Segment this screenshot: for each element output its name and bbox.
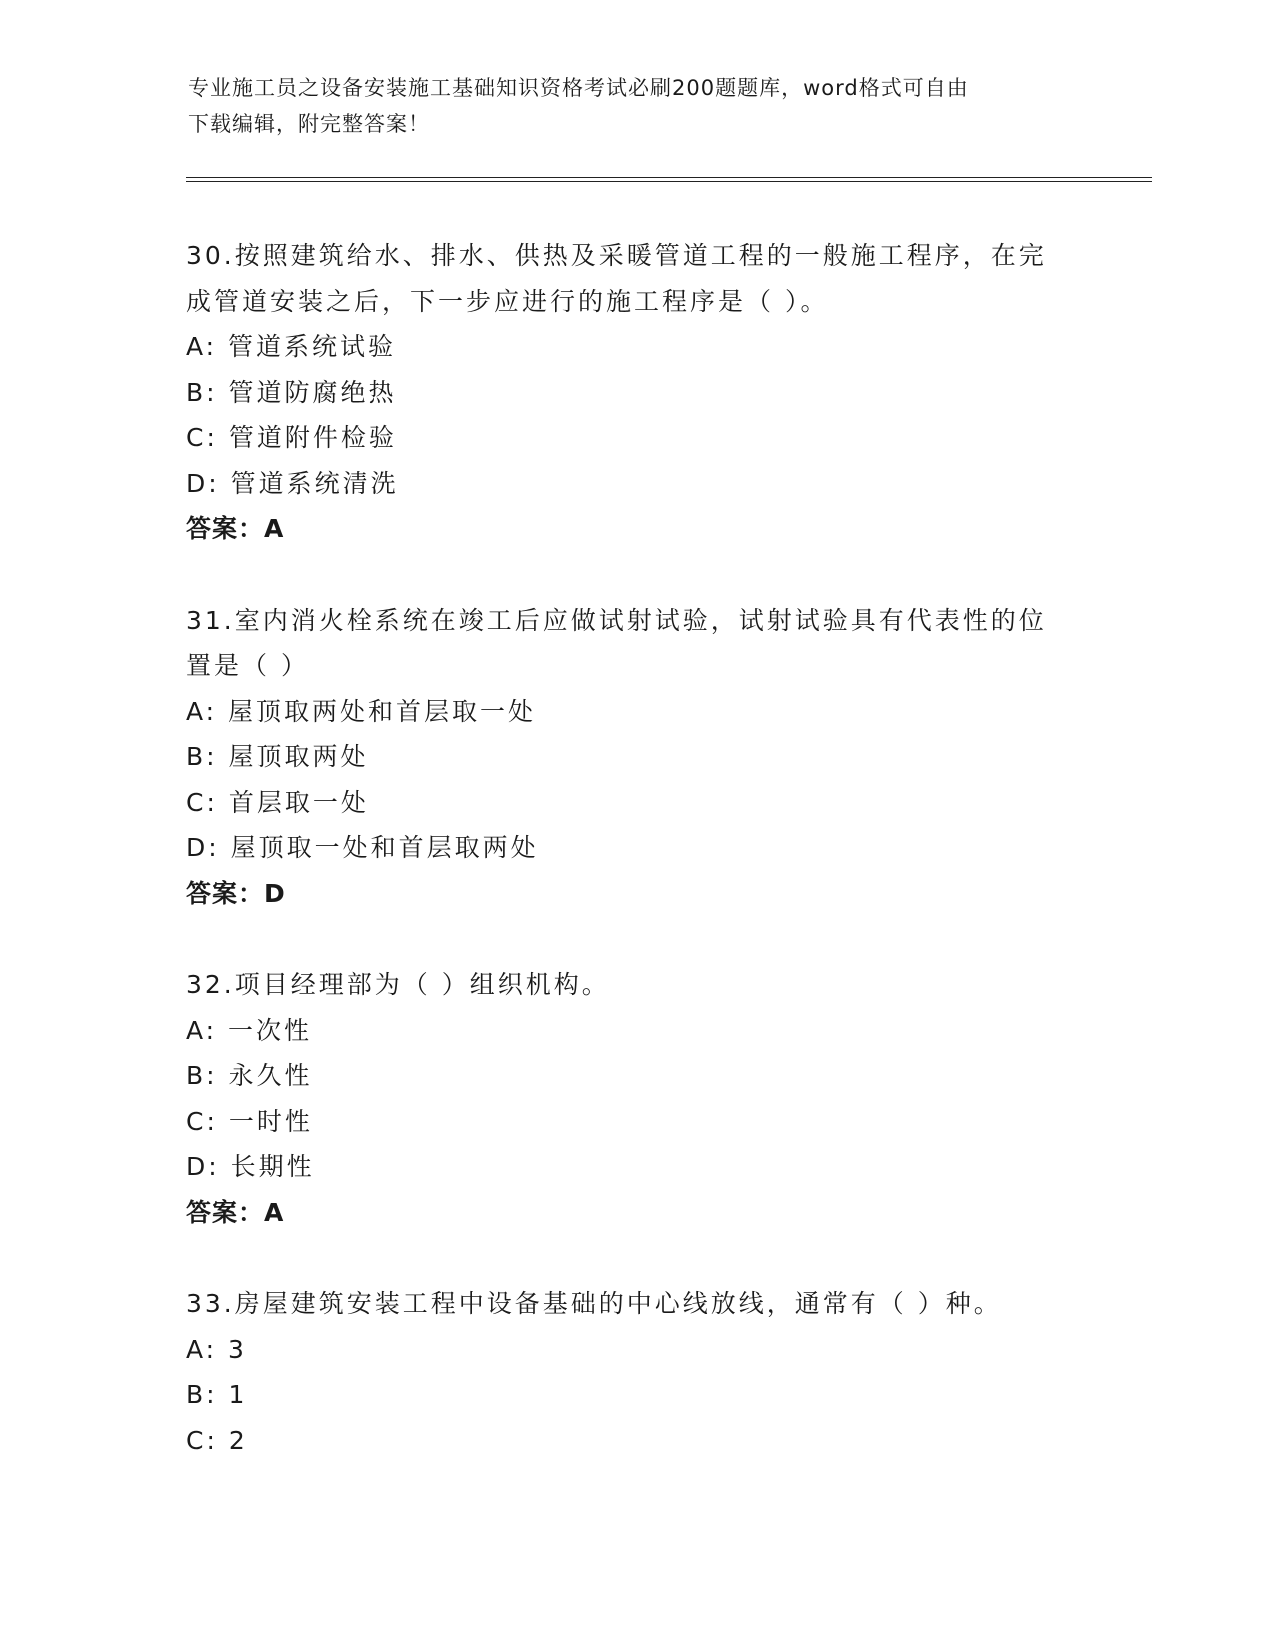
option-b: B: 1 <box>186 1380 248 1409</box>
header-line-2: 下载编辑，附完整答案！ <box>188 112 430 136</box>
question-30 <box>186 233 1086 552</box>
question-stem: 33.房屋建筑安装工程中设备基础的中心线放线，通常有（ ）种。 <box>186 1289 1002 1318</box>
question-31 <box>186 598 1086 917</box>
question-list <box>186 233 1086 1463</box>
header-divider <box>186 177 1152 182</box>
option-a: A: 一次性 <box>186 1015 313 1045</box>
option-a: A: 管道系统试验 <box>186 332 397 361</box>
document-header <box>188 70 1068 142</box>
option-a: A: 屋顶取两处和首层取一处 <box>186 696 537 726</box>
option-a: A: 3 <box>186 1334 247 1364</box>
option-b: B: 屋顶取两处 <box>186 742 369 771</box>
question-stem: 31.室内消火栓系统在竣工后应做试射试验，试射试验具有代表性的位 <box>186 605 1047 635</box>
answer: 答案：A <box>186 514 285 543</box>
question-33 <box>186 1281 1086 1463</box>
question-stem-cont: 成管道安装之后，下一步应进行的施工程序是（ ）。 <box>186 286 829 316</box>
question-stem: 30.按照建筑给水、排水、供热及采暖管道工程的一般施工程序，在完 <box>186 241 1047 270</box>
answer: 答案：A <box>186 1197 285 1227</box>
header-line-1: 专业施工员之设备安装施工基础知识资格考试必刷200题题库，word格式可自由 <box>188 76 969 100</box>
option-c: C: 管道附件检验 <box>186 423 397 452</box>
option-d: D: 管道系统清洗 <box>186 468 399 498</box>
option-c: C: 首层取一处 <box>186 787 369 817</box>
answer: 答案：D <box>186 878 286 908</box>
option-d: D: 屋顶取一处和首层取两处 <box>186 833 539 862</box>
option-d: D: 长期性 <box>186 1152 315 1181</box>
question-stem: 32.项目经理部为（ ）组织机构。 <box>186 970 610 999</box>
option-c: C: 一时性 <box>186 1106 313 1136</box>
option-c: C: 2 <box>186 1425 248 1455</box>
question-32 <box>186 962 1086 1235</box>
question-stem-cont: 置是（ ） <box>186 651 309 680</box>
option-b: B: 永久性 <box>186 1061 313 1090</box>
option-b: B: 管道防腐绝热 <box>186 377 397 407</box>
